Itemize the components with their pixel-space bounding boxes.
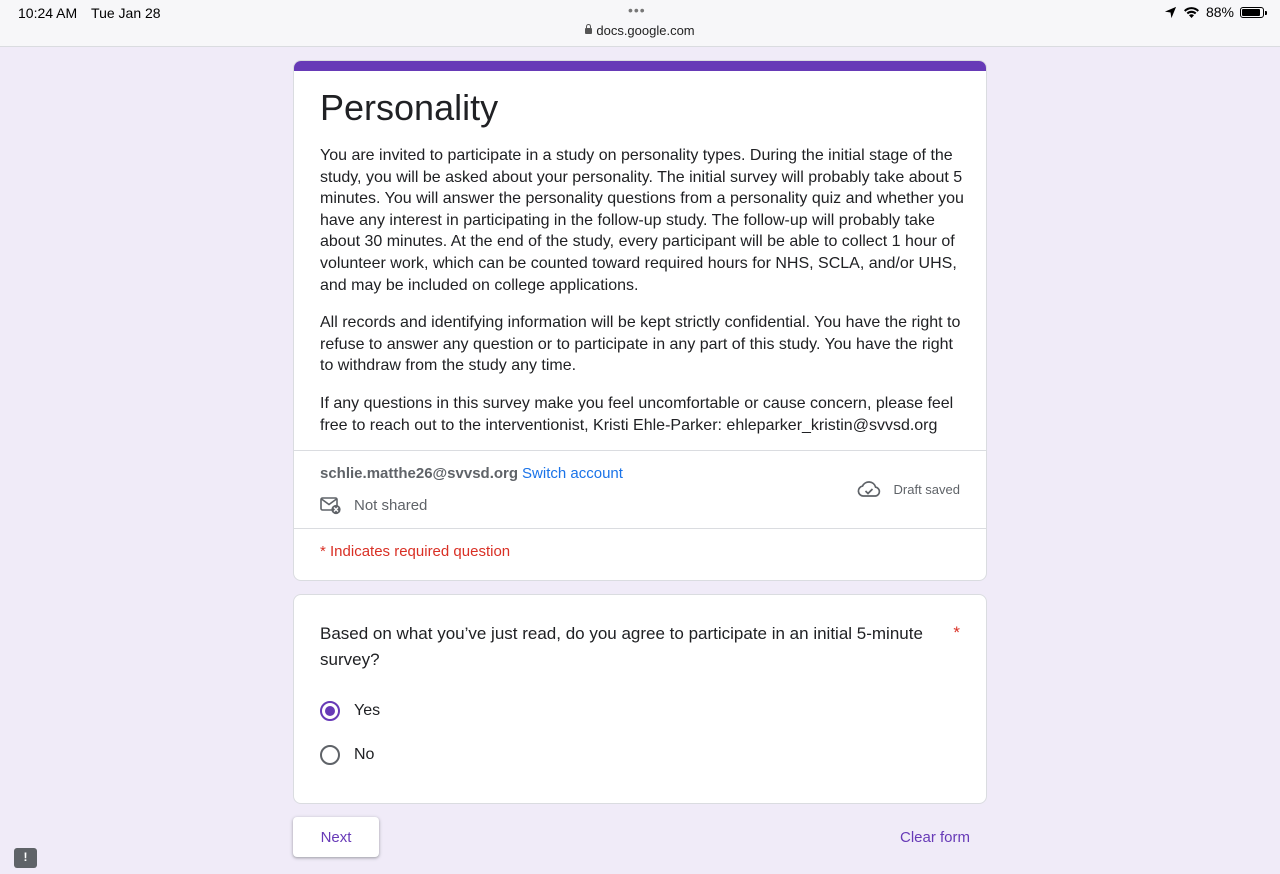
clear-form-button[interactable]: Clear form (892, 817, 978, 857)
form-description (320, 145, 965, 452)
battery-percent: 88% (1205, 4, 1234, 20)
clock-date: Tue Jan 28 (91, 5, 161, 21)
option-yes[interactable] (320, 701, 380, 721)
question-text: Based on what you’ve just read, do you agree to participate in an initial 5-minute survey? (320, 624, 923, 669)
divider (294, 450, 986, 451)
clock-time: 10:24 AM (18, 5, 78, 21)
status-indicators (1164, 4, 1264, 20)
mail-not-shared-icon (320, 495, 342, 515)
switch-account-link[interactable]: Switch account (522, 465, 623, 482)
url-text: docs.google.com (596, 23, 695, 38)
report-problem-icon[interactable]: ! (14, 848, 37, 868)
radio-no[interactable] (320, 745, 340, 765)
address-bar[interactable] (0, 23, 1280, 38)
status-bar (0, 0, 1280, 47)
draft-status (856, 479, 960, 499)
account-info (320, 465, 623, 482)
option-no[interactable] (320, 745, 374, 765)
required-star: * (953, 623, 960, 642)
radio-yes[interactable] (320, 701, 340, 721)
battery-icon (1240, 7, 1264, 18)
description-paragraph: All records and identifying information will be kept strictly confidential. You have the right to refuse to answer any question or to participate in any part of this study. You have the right to withdraw from the study any time. (320, 314, 961, 375)
sharing-status (320, 495, 427, 515)
description-paragraph: You are invited to participate in a study on personality types. During the initial stage of the study, you will be asked about your personality. The initial survey will probably take about 5 minutes. You will answer the personality questions from a personality quiz and whether you have any interest in participating in the follow-up study. The follow-up will probably take about 30 minutes. At the end of the study, every participant will be able to collect 1 hour of volunteer work, which can be counted toward required hours for NHS, SCLA, and/or UHS, and may be included on college applications. (320, 147, 964, 294)
lock-icon (585, 28, 592, 34)
required-note: * Indicates required question (320, 543, 511, 560)
not-shared-label: Not shared (354, 496, 428, 514)
account-email: schlie.matthe26@svvsd.org (320, 465, 519, 482)
draft-saved-label: Draft saved (893, 481, 960, 497)
more-dots-icon[interactable]: ••• (628, 2, 646, 18)
next-button[interactable]: Next (293, 817, 379, 857)
accent-bar (294, 61, 986, 71)
cloud-check-icon (856, 479, 882, 499)
form-header-card (293, 60, 987, 581)
status-time (18, 5, 161, 21)
location-arrow-icon (1164, 6, 1177, 19)
divider (294, 528, 986, 529)
wifi-icon (1183, 6, 1200, 19)
form-title: Personality (320, 87, 499, 128)
description-paragraph: If any questions in this survey make you feel uncomfortable or cause concern, please feel free to reach out to the interventionist, Kristi Ehle-Parker: ehleparker_kristin@svvsd.org (320, 394, 954, 434)
option-label: Yes (354, 702, 381, 719)
option-label: No (354, 746, 375, 763)
question-card (293, 594, 987, 804)
